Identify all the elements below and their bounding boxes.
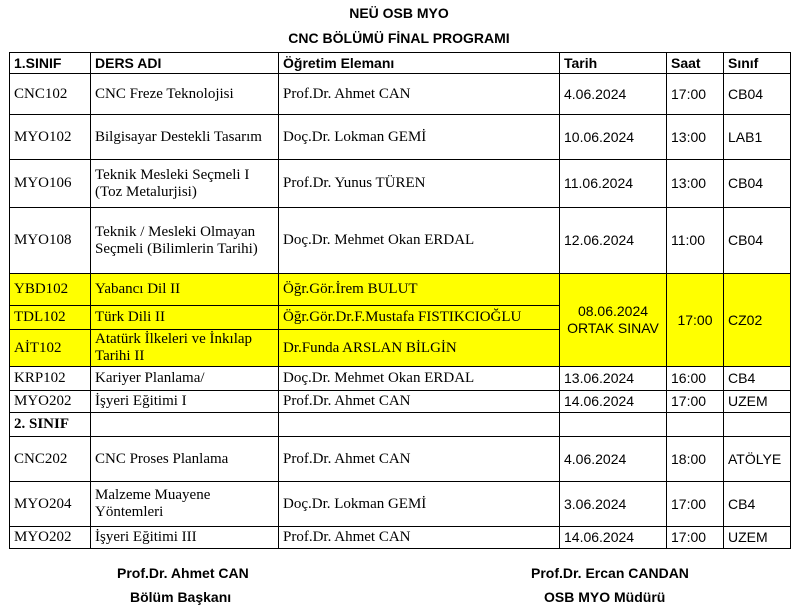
exam-date: 4.06.2024	[560, 437, 667, 482]
exam-time: 17:00	[667, 391, 724, 413]
exam-date: 3.06.2024	[560, 482, 667, 527]
table-row	[10, 367, 791, 391]
instructor: Öğr.Gör.İrem BULUT	[279, 274, 560, 306]
exam-date: 10.06.2024	[560, 115, 667, 160]
instructor: Doç.Dr. Lokman GEMİ	[279, 115, 560, 160]
exam-date: 14.06.2024	[560, 527, 667, 549]
common-exam-note: ORTAK SINAV	[567, 320, 659, 336]
exam-room: LAB1	[724, 115, 791, 160]
signature-left-name: Prof.Dr. Ahmet CAN	[117, 565, 249, 581]
exam-time: 17:00	[667, 482, 724, 527]
exam-date: 14.06.2024	[560, 391, 667, 413]
exam-time: 17:00	[667, 274, 724, 367]
course-name: Kariyer Planlama/	[91, 367, 279, 391]
column-header: Öğretim Elemanı	[279, 53, 560, 74]
course-name: Yabancı Dil II	[91, 274, 279, 306]
course-name: Teknik Mesleki Seçmeli I (Toz Metalurjisi)	[91, 160, 279, 208]
course-name: Malzeme Muayene Yöntemleri	[91, 482, 279, 527]
course-code: CNC102	[10, 74, 91, 115]
course-code: YBD102	[10, 274, 91, 306]
course-code: TDL102	[10, 306, 91, 330]
course-name: Atatürk İlkeleri ve İnkılap Tarihi II	[91, 330, 279, 367]
column-header: Saat	[667, 53, 724, 74]
instructor: Doç.Dr. Mehmet Okan ERDAL	[279, 367, 560, 391]
exam-schedule-table	[9, 52, 791, 549]
table-row	[10, 437, 791, 482]
instructor: Doç.Dr. Lokman GEMİ	[279, 482, 560, 527]
instructor: Prof.Dr. Ahmet CAN	[279, 527, 560, 549]
exam-room: CB04	[724, 160, 791, 208]
exam-time: 13:00	[667, 160, 724, 208]
course-name: CNC Freze Teknolojisi	[91, 74, 279, 115]
table-row	[10, 482, 791, 527]
column-header: 1.SINIF	[10, 53, 91, 74]
exam-date: 11.06.2024	[560, 160, 667, 208]
document-title: NEÜ OSB MYO	[349, 5, 449, 21]
exam-room: CB4	[724, 482, 791, 527]
exam-date: 13.06.2024	[560, 367, 667, 391]
course-code: AİT102	[10, 330, 91, 367]
course-name: İşyeri Eğitimi III	[91, 527, 279, 549]
common-exam-date	[560, 274, 667, 367]
exam-date: 08.06.2024	[577, 303, 649, 319]
exam-time: 17:00	[667, 74, 724, 115]
course-code: MYO204	[10, 482, 91, 527]
course-name: Teknik / Mesleki Olmayan Seçmeli (Bilimlerin Tarihi)	[91, 208, 279, 274]
course-code: CNC202	[10, 437, 91, 482]
instructor: Doç.Dr. Mehmet Okan ERDAL	[279, 208, 560, 274]
exam-date: 4.06.2024	[560, 74, 667, 115]
exam-time: 16:00	[667, 367, 724, 391]
section-header-row	[10, 413, 791, 437]
table-row	[10, 74, 791, 115]
exam-room: UZEM	[724, 527, 791, 549]
course-code: MYO202	[10, 527, 91, 549]
course-name: CNC Proses Planlama	[91, 437, 279, 482]
instructor: Prof.Dr. Ahmet CAN	[279, 74, 560, 115]
instructor: Prof.Dr. Yunus TÜREN	[279, 160, 560, 208]
course-code: MYO108	[10, 208, 91, 274]
exam-time: 11:00	[667, 208, 724, 274]
instructor: Dr.Funda ARSLAN BİLGİN	[279, 330, 560, 367]
exam-room: CZ02	[724, 274, 791, 367]
course-code: MYO202	[10, 391, 91, 413]
column-header: Sınıf	[724, 53, 791, 74]
signature-right-name: Prof.Dr. Ercan CANDAN	[531, 565, 689, 581]
course-code: KRP102	[10, 367, 91, 391]
exam-room: ATÖLYE	[724, 437, 791, 482]
table-row	[10, 208, 791, 274]
course-code: MYO106	[10, 160, 91, 208]
signature-right-title: OSB MYO Müdürü	[544, 589, 666, 605]
course-name: Bilgisayar Destekli Tasarım	[91, 115, 279, 160]
instructor: Prof.Dr. Ahmet CAN	[279, 437, 560, 482]
column-header: Tarih	[560, 53, 667, 74]
table-row	[10, 160, 791, 208]
signature-left-title: Bölüm Başkanı	[130, 589, 232, 605]
table-row	[10, 391, 791, 413]
table-row	[10, 527, 791, 549]
column-header: DERS ADI	[91, 53, 279, 74]
exam-room: CB4	[724, 367, 791, 391]
section-label: 2. SINIF	[10, 413, 91, 437]
table-header-row	[10, 53, 791, 74]
table-row-common	[10, 274, 791, 306]
instructor: Öğr.Gör.Dr.F.Mustafa FISTIKCIOĞLU	[279, 306, 560, 330]
exam-room: UZEM	[724, 391, 791, 413]
exam-time: 17:00	[667, 527, 724, 549]
table-row	[10, 115, 791, 160]
exam-date: 12.06.2024	[560, 208, 667, 274]
document-subtitle: CNC BÖLÜMÜ FİNAL PROGRAMI	[288, 30, 510, 46]
exam-room: CB04	[724, 208, 791, 274]
course-name: Türk Dili II	[91, 306, 279, 330]
exam-room: CB04	[724, 74, 791, 115]
exam-time: 13:00	[667, 115, 724, 160]
exam-time: 18:00	[667, 437, 724, 482]
course-name: İşyeri Eğitimi I	[91, 391, 279, 413]
course-code: MYO102	[10, 115, 91, 160]
instructor: Prof.Dr. Ahmet CAN	[279, 391, 560, 413]
